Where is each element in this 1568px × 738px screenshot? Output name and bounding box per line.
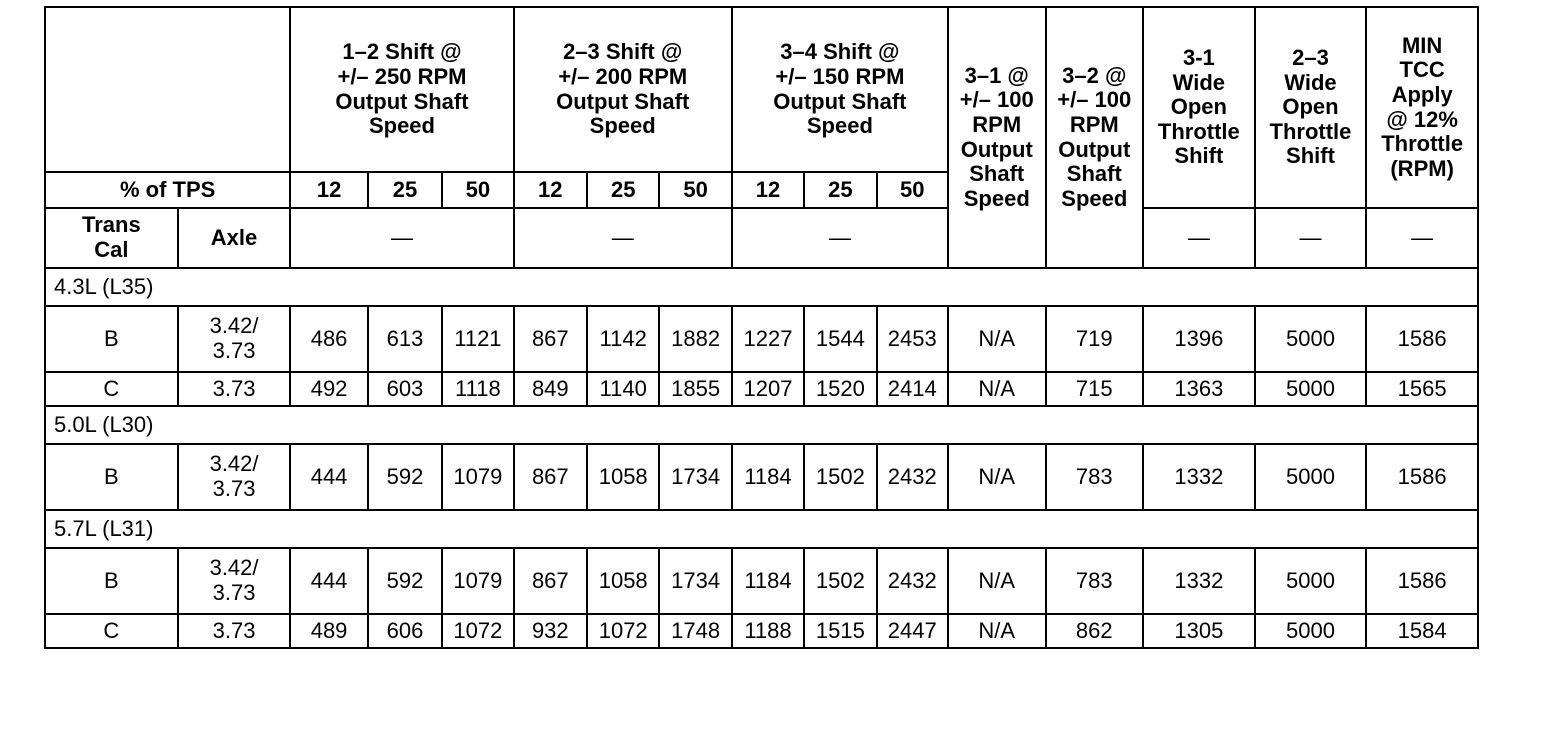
value-cell: 932: [514, 614, 587, 648]
value-cell: 783: [1046, 444, 1144, 510]
engine-label: 4.3L (L35): [45, 268, 1478, 306]
value-cell: 1184: [732, 444, 804, 510]
tps-value: 50: [659, 172, 731, 208]
value-cell: 1079: [442, 444, 513, 510]
value-cell: 5000: [1255, 372, 1367, 406]
value-cell: 5000: [1255, 548, 1367, 614]
table-row: [45, 548, 1478, 614]
value-cell: 444: [290, 444, 367, 510]
dash-cell: —: [290, 208, 513, 268]
value-cell: 592: [368, 548, 442, 614]
value-cell: 1332: [1143, 444, 1255, 510]
tps-value: 25: [587, 172, 659, 208]
header-2-3-shift: 2–3 Shift @ +/– 200 RPM Output Shaft Speed: [514, 7, 732, 172]
engine-section-row: [45, 268, 1478, 306]
value-cell: 867: [514, 548, 587, 614]
value-cell: 1072: [587, 614, 659, 648]
value-cell: N/A: [948, 548, 1046, 614]
value-cell: 1140: [587, 372, 659, 406]
dash-cell: —: [1255, 208, 1367, 268]
value-cell: 613: [368, 306, 442, 372]
value-cell: 1586: [1366, 306, 1478, 372]
header-2-3-wot-shift: 2–3 Wide Open Throttle Shift: [1255, 7, 1367, 208]
value-cell: 1118: [442, 372, 513, 406]
value-cell: N/A: [948, 372, 1046, 406]
value-cell: 1748: [659, 614, 731, 648]
header-3-1-shift: 3–1 @ +/– 100 RPM Output Shaft Speed: [948, 7, 1046, 268]
value-cell: 849: [514, 372, 587, 406]
tps-value: 25: [804, 172, 876, 208]
tps-value: 12: [514, 172, 587, 208]
value-cell: 1142: [587, 306, 659, 372]
value-cell: 1855: [659, 372, 731, 406]
value-cell: 1502: [804, 444, 876, 510]
axle-cell: 3.42/ 3.73: [178, 306, 291, 372]
trans-cal-cell: B: [45, 548, 178, 614]
value-cell: 486: [290, 306, 367, 372]
shift-speed-table: [44, 6, 1479, 649]
tps-value: 12: [732, 172, 804, 208]
tps-value: 50: [877, 172, 948, 208]
value-cell: 592: [368, 444, 442, 510]
value-cell: 1544: [804, 306, 876, 372]
value-cell: 1305: [1143, 614, 1255, 648]
axle-cell: 3.42/ 3.73: [178, 548, 291, 614]
value-cell: 1586: [1366, 444, 1478, 510]
engine-label: 5.7L (L31): [45, 510, 1478, 548]
tps-value: 12: [290, 172, 367, 208]
value-cell: 1121: [442, 306, 513, 372]
engine-label: 5.0L (L30): [45, 406, 1478, 444]
value-cell: 2432: [877, 548, 948, 614]
value-cell: 1502: [804, 548, 876, 614]
value-cell: 1882: [659, 306, 731, 372]
trans-cal-cell: C: [45, 614, 178, 648]
value-cell: 606: [368, 614, 442, 648]
value-cell: 1586: [1366, 548, 1478, 614]
dash-cell: —: [514, 208, 732, 268]
value-cell: 1079: [442, 548, 513, 614]
table-row: [45, 444, 1478, 510]
value-cell: 715: [1046, 372, 1144, 406]
dash-cell: —: [1143, 208, 1255, 268]
value-cell: 1058: [587, 444, 659, 510]
engine-section-row: [45, 406, 1478, 444]
value-cell: 1072: [442, 614, 513, 648]
value-cell: 1565: [1366, 372, 1478, 406]
dash-cell: —: [1366, 208, 1478, 268]
header-3-2-shift: 3–2 @ +/– 100 RPM Output Shaft Speed: [1046, 7, 1144, 268]
value-cell: 867: [514, 444, 587, 510]
value-cell: 5000: [1255, 306, 1367, 372]
value-cell: 1332: [1143, 548, 1255, 614]
header-3-1-wot-shift: 3-1 Wide Open Throttle Shift: [1143, 7, 1255, 208]
trans-cal-header: Trans Cal: [45, 208, 178, 268]
value-cell: 1363: [1143, 372, 1255, 406]
value-cell: 2453: [877, 306, 948, 372]
axle-header: Axle: [178, 208, 291, 268]
value-cell: 489: [290, 614, 367, 648]
value-cell: 2414: [877, 372, 948, 406]
value-cell: 603: [368, 372, 442, 406]
value-cell: 1520: [804, 372, 876, 406]
value-cell: N/A: [948, 306, 1046, 372]
value-cell: 1396: [1143, 306, 1255, 372]
table-row: [45, 306, 1478, 372]
header-3-4-shift: 3–4 Shift @ +/– 150 RPM Output Shaft Speed: [732, 7, 948, 172]
trans-cal-cell: C: [45, 372, 178, 406]
axle-cell: 3.73: [178, 372, 291, 406]
header-min-tcc-apply: MIN TCC Apply @ 12% Throttle (RPM): [1366, 7, 1478, 208]
tps-label: % of TPS: [45, 172, 290, 208]
trans-cal-cell: B: [45, 306, 178, 372]
value-cell: 783: [1046, 548, 1144, 614]
value-cell: 1584: [1366, 614, 1478, 648]
value-cell: 1734: [659, 444, 731, 510]
tps-value: 25: [368, 172, 442, 208]
table-row: [45, 372, 1478, 406]
axle-cell: 3.42/ 3.73: [178, 444, 291, 510]
value-cell: 1227: [732, 306, 804, 372]
column-header-row: [45, 7, 1478, 172]
value-cell: 1058: [587, 548, 659, 614]
value-cell: 5000: [1255, 614, 1367, 648]
tps-value: 50: [442, 172, 513, 208]
value-cell: 1207: [732, 372, 804, 406]
table-row: [45, 614, 1478, 648]
trans-cal-cell: B: [45, 444, 178, 510]
value-cell: 862: [1046, 614, 1144, 648]
value-cell: 2447: [877, 614, 948, 648]
value-cell: 867: [514, 306, 587, 372]
header-1-2-shift: 1–2 Shift @ +/– 250 RPM Output Shaft Speed: [290, 7, 513, 172]
engine-section-row: [45, 510, 1478, 548]
value-cell: 2432: [877, 444, 948, 510]
axle-cell: 3.73: [178, 614, 291, 648]
value-cell: 444: [290, 548, 367, 614]
value-cell: 1734: [659, 548, 731, 614]
value-cell: N/A: [948, 614, 1046, 648]
value-cell: 1515: [804, 614, 876, 648]
value-cell: 492: [290, 372, 367, 406]
value-cell: 1184: [732, 548, 804, 614]
value-cell: 719: [1046, 306, 1144, 372]
value-cell: N/A: [948, 444, 1046, 510]
value-cell: 1188: [732, 614, 804, 648]
corner-cell: [45, 7, 290, 172]
dash-cell: —: [732, 208, 948, 268]
sub-header-row: [45, 208, 1478, 268]
value-cell: 5000: [1255, 444, 1367, 510]
